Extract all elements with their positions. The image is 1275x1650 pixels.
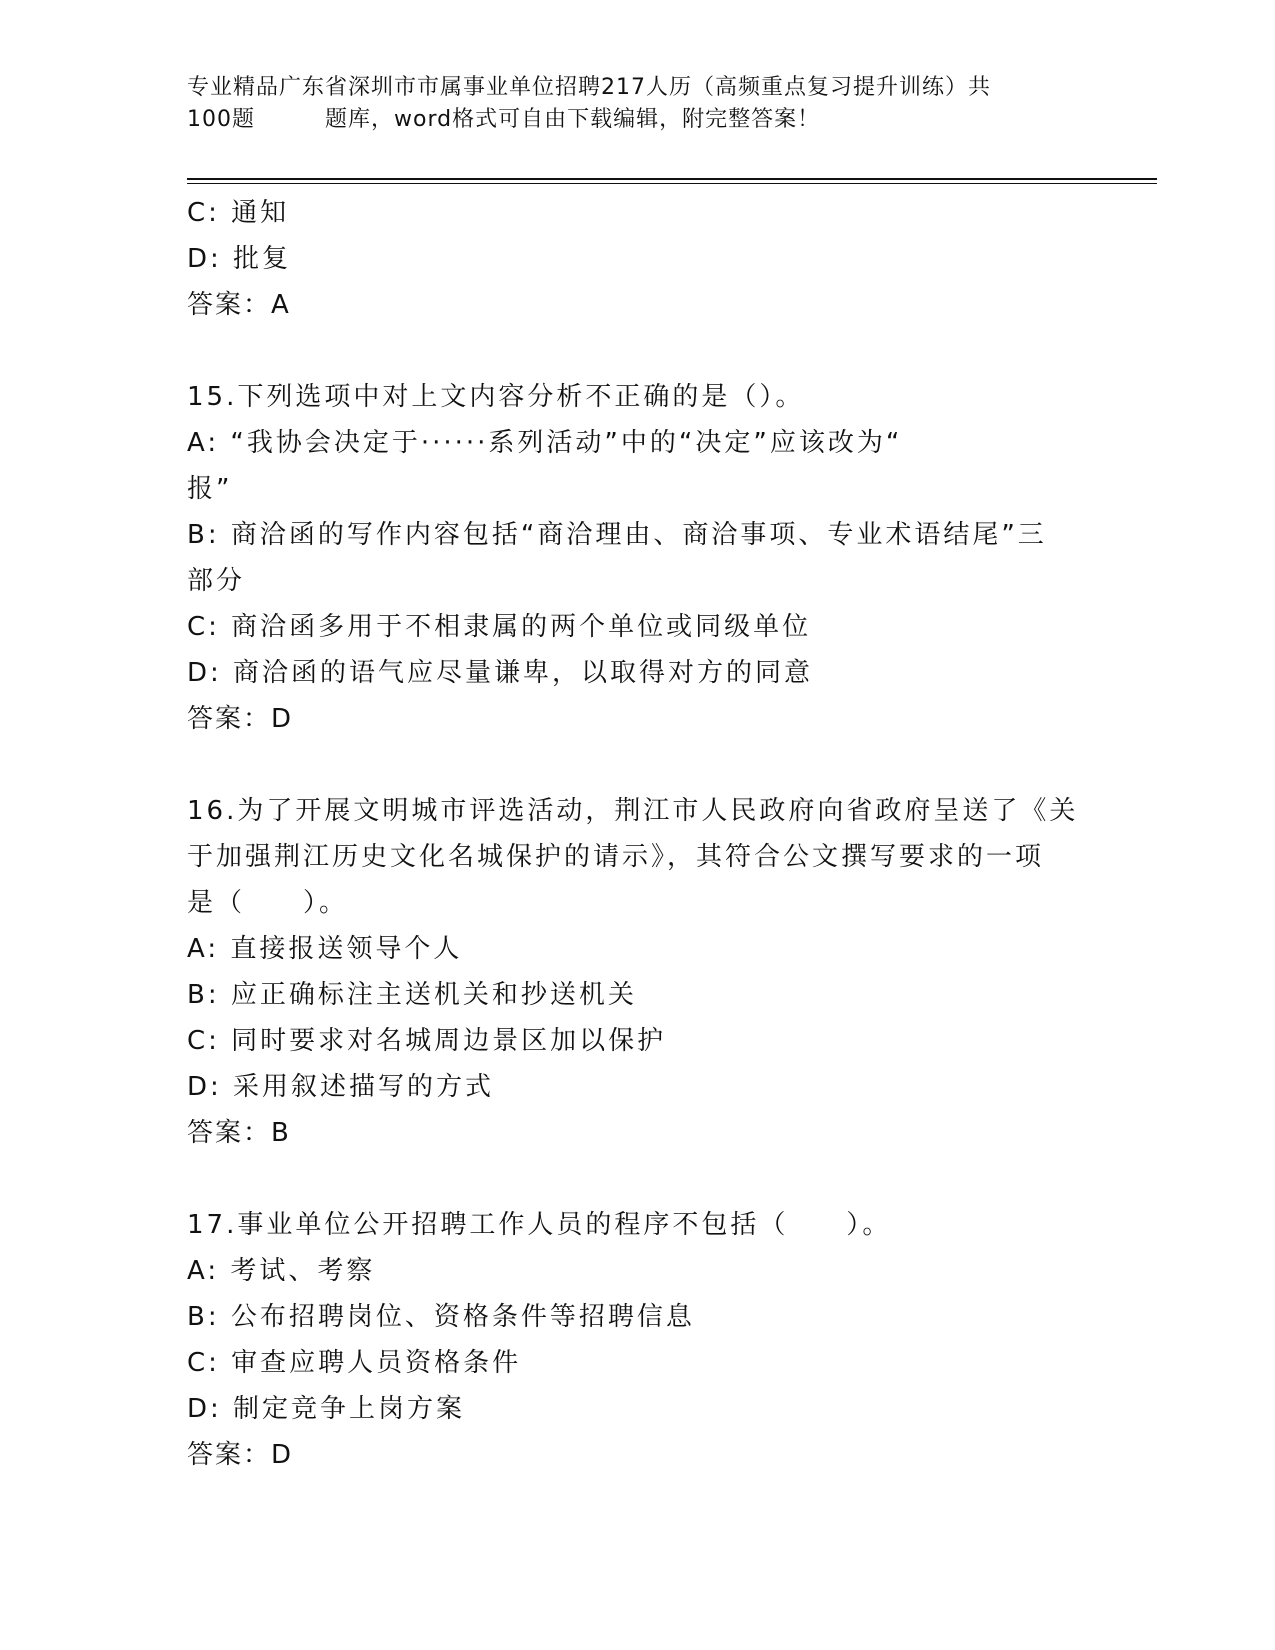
question-stem-cont: 于加强荆江历史文化名城保护的请示》，其符合公文撰写要求的一项 [187,842,1045,872]
header-divider-thick [187,178,1157,180]
option-a: A: 直接报送领导个人 [187,934,463,964]
option-b-cont: 部分 [187,566,246,596]
option-d: D: 批复 [187,244,292,274]
option-c: C: 通知 [187,198,290,228]
option-b: B: 公布招聘岗位、资格条件等招聘信息 [187,1302,695,1332]
document-header [187,72,1087,136]
question-14-tail [187,190,1087,328]
header-question-count: 100题 [187,107,255,132]
answer: 答案：D [187,1440,294,1470]
header-subtitle: 题库，word格式可自由下载编辑，附完整答案！ [325,107,821,132]
option-d: D: 采用叙述描写的方式 [187,1072,495,1102]
question-list [187,190,1087,1478]
question-16 [187,788,1087,1156]
option-a: A: “我协会决定于······系列活动”中的“决定”应该改为“ [187,428,903,458]
option-d: D: 商洽函的语气应尽量谦卑，以取得对方的同意 [187,658,814,688]
question-stem-cont: 是（ ）。 [187,888,349,918]
header-title-line1: 专业精品广东省深圳市市属事业单位招聘217人历（高频重点复习提升训练）共 [187,75,991,100]
question-stem: 17.事业单位公开招聘工作人员的程序不包括（ ）。 [187,1210,892,1240]
option-b: B: 应正确标注主送机关和抄送机关 [187,980,637,1010]
option-d: D: 制定竞争上岗方案 [187,1394,466,1424]
option-c: C: 商洽函多用于不相隶属的两个单位或同级单位 [187,612,812,642]
question-15 [187,374,1087,742]
answer: 答案：A [187,290,291,320]
question-stem: 16.为了开展文明城市评选活动，荆江市人民政府向省政府呈送了《关 [187,796,1079,826]
question-17 [187,1202,1087,1478]
option-a-cont: 报” [187,474,233,504]
option-c: C: 审查应聘人员资格条件 [187,1348,522,1378]
answer: 答案：D [187,704,294,734]
header-title-line2 [187,104,1087,136]
option-a: A: 考试、考察 [187,1256,376,1286]
answer: 答案：B [187,1118,291,1148]
header-divider-thin [187,183,1157,184]
option-c: C: 同时要求对名城周边景区加以保护 [187,1026,667,1056]
question-stem: 15.下列选项中对上文内容分析不正确的是（）。 [187,382,805,412]
option-b: B: 商洽函的写作内容包括“商洽理由、商洽事项、专业术语结尾”三 [187,520,1047,550]
